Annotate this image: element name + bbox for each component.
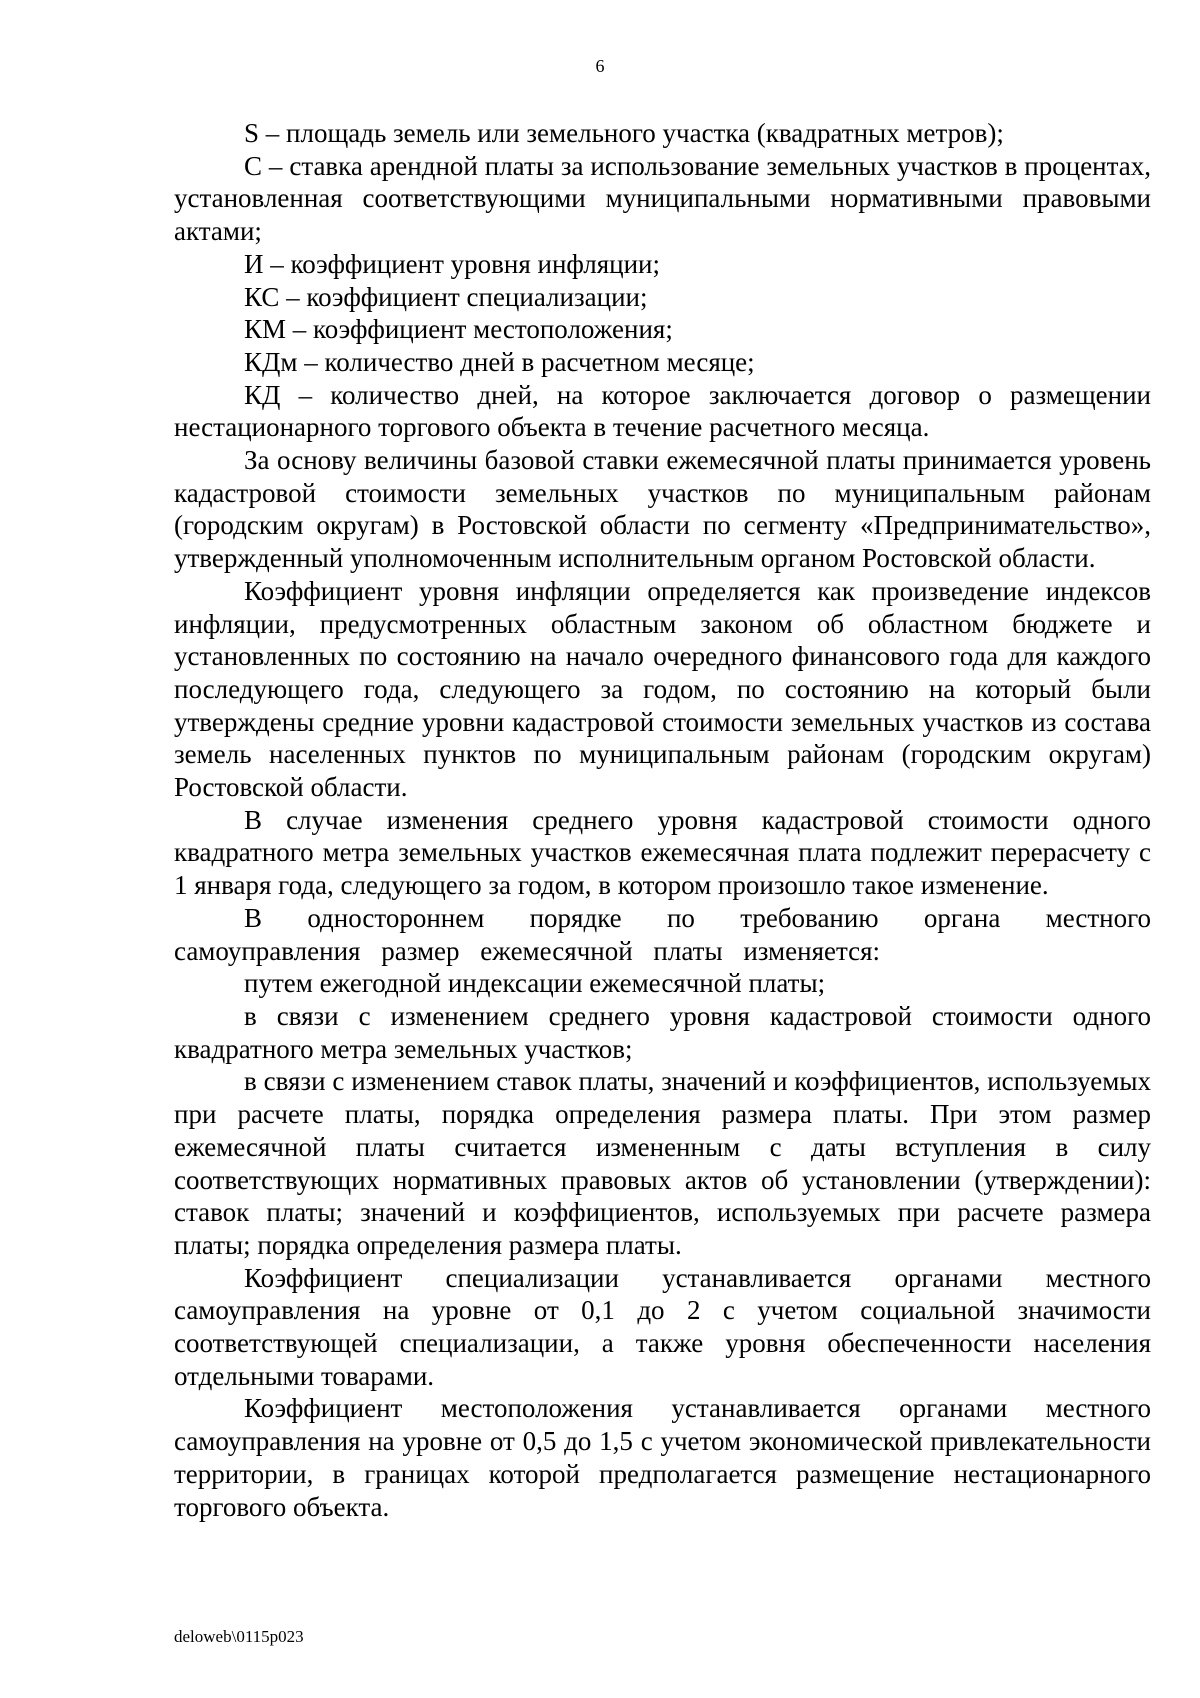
paragraph-specialization-coefficient: Коэффициент специализации устанавливается органами местного самоуправления на уровне от 0,1 до 2 с учетом социальной значимости соответствующей специализации, а также уровня обеспеченности населения отдельными товарами. bbox=[174, 1262, 1151, 1391]
paragraph-base-rate: За основу величины базовой ставки ежемесячной платы принимается уровень кадастровой стоимости земельных участков по муниципальным районам (городским округам) в Ростовской области по сегменту «Предпринимательство», утвержденный уполномоченным исполнительным органом Ростовской области. bbox=[174, 445, 1151, 574]
page-number: 6 bbox=[595, 56, 605, 76]
definition-km: КМ – коэффициент местоположения; bbox=[244, 314, 673, 345]
paragraph-location-coefficient: Коэффициент местоположения устанавливается органами местного самоуправления на уровне от 0,5 до 1,5 с учетом экономической привлекательности территории, в границах которой предполагается размещение нестационарного торгового объекта. bbox=[174, 1393, 1151, 1522]
definition-kdm: КДм – количество дней в расчетном месяце; bbox=[244, 346, 755, 377]
definition-i: И – коэффициент уровня инфляции; bbox=[244, 248, 660, 279]
definition-kd: КД – количество дней, на которое заключается договор о размещении нестационарного торгового объекта в течение расчетного месяца. bbox=[174, 379, 1151, 443]
definition-c: С – ставка арендной платы за использование земельных участков в процентах, установленная соответствующими муниципальными нормативными правовыми актами; bbox=[174, 150, 1151, 247]
document-footer-code: deloweb\0115p023 bbox=[174, 1627, 304, 1646]
definition-s: S – площадь земель или земельного участка (квадратных метров); bbox=[244, 118, 1004, 148]
document-body bbox=[174, 117, 1151, 1523]
list-item-indexation: путем ежегодной индексации ежемесячной платы; bbox=[244, 968, 826, 999]
paragraph-recalculation: В случае изменения среднего уровня кадастровой стоимости одного квадратного метра земельных участков ежемесячная плата подлежит перерасчету с 1 января года, следующего за годом, в котором произошло такое изменение. bbox=[174, 804, 1151, 901]
paragraph-inflation-coefficient: Коэффициент уровня инфляции определяется как произведение индексов инфляции, предусмотренных областным законом об областном бюджете и установленных по состоянию на начало очередного финансового года для каждого последующего года, следующего за годом, по состоянию на который были утверждены средние уровни кадастровой стоимости земельных участков из состава земель населенных пунктов по муниципальным районам (городским округам) Ростовской области. bbox=[174, 575, 1151, 803]
list-item-cadastral-change: в связи с изменением среднего уровня кадастровой стоимости одного квадратного метра земельных участков; bbox=[174, 1000, 1151, 1064]
paragraph-unilateral-change: В одностороннем порядке по требованию органа местного самоуправления размер ежемесячной платы изменяется: bbox=[174, 902, 1151, 966]
list-item-rates-change: в связи с изменением ставок платы, значений и коэффициентов, используемых при расчете платы, порядка определения размера платы. При этом размер ежемесячной платы считается измененным с даты вступления в силу соответствующих нормативных правовых актов об установлении (утверждении): ставок платы; значений и коэффициентов, используемых при расчете размера платы; порядка определения размера платы. bbox=[174, 1066, 1151, 1260]
definition-ks: КС – коэффициент специализации; bbox=[244, 281, 648, 312]
